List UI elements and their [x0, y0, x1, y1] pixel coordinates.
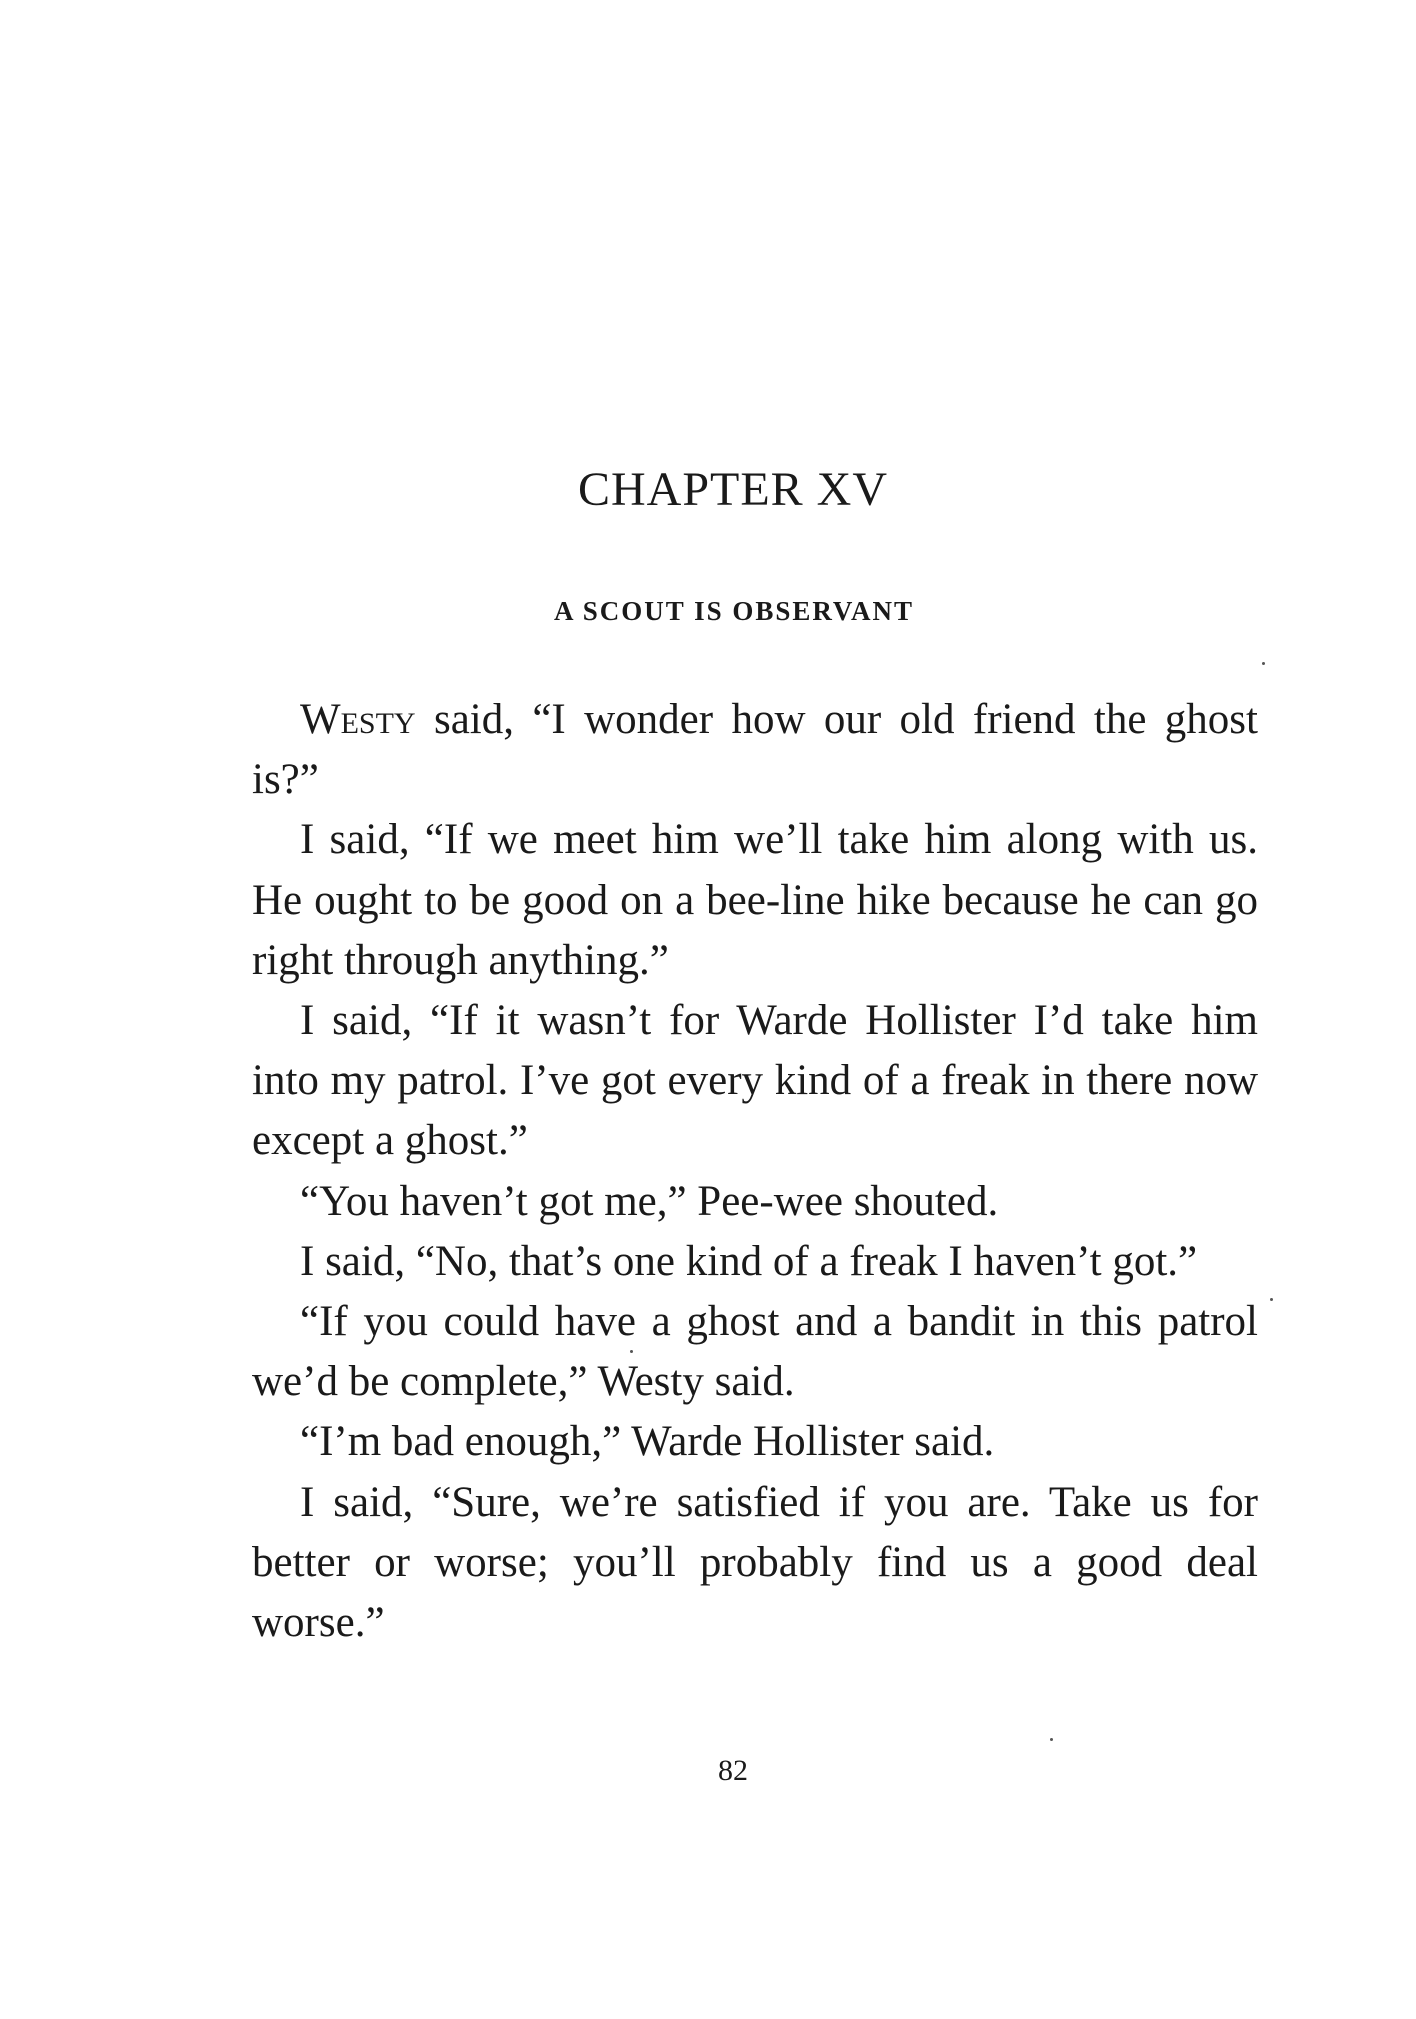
paragraph: [252, 1232, 1258, 1292]
paragraph-text: I said, “Sure, we’re satisfied if you are. Take us for better or worse; you’ll probably find us a good deal worse.”: [252, 1478, 1258, 1647]
paragraph-text: “If you could have a ghost and a bandit in this patrol we’d be complete,” Westy said.: [252, 1298, 1258, 1406]
paragraph: [252, 1473, 1258, 1654]
paragraph-text: “You haven’t got me,” Pee-wee shouted.: [300, 1177, 999, 1225]
chapter-body: [252, 690, 1258, 1653]
scan-speck: [1270, 1298, 1273, 1301]
paragraph: [252, 1412, 1258, 1472]
scan-speck: [1050, 1738, 1053, 1741]
paragraph-text: “I’m bad enough,” Warde Hollister said.: [300, 1418, 995, 1466]
drop-lead-word: Westy: [300, 696, 416, 743]
paragraph-text: said, “I wonder how our old friend the ghost is?”: [252, 696, 1258, 804]
paragraph: [252, 690, 1258, 810]
paragraph: [252, 991, 1258, 1172]
chapter-subtitle: A SCOUT IS OBSERVANT: [554, 596, 914, 626]
paragraph-text: I said, “No, that’s one kind of a freak I haven’t got.”: [300, 1237, 1198, 1285]
paragraph-text: I said, “If we meet him we’ll take him along with us. He ought to be good on a bee-line hike because he can go right through anything.”: [252, 816, 1258, 984]
paragraph: [252, 1292, 1258, 1412]
paragraph: [252, 810, 1258, 991]
page-number: 82: [718, 1754, 748, 1787]
scan-speck: [630, 1350, 633, 1353]
chapter-title: CHAPTER XV: [577, 463, 889, 516]
paragraph-text: I said, “If it wasn’t for Warde Hollister I’d take him into my patrol. I’ve got every kind of a freak in there now except a ghost.”: [252, 997, 1258, 1165]
paragraph: [252, 1172, 1258, 1232]
scan-speck: [1262, 662, 1265, 665]
